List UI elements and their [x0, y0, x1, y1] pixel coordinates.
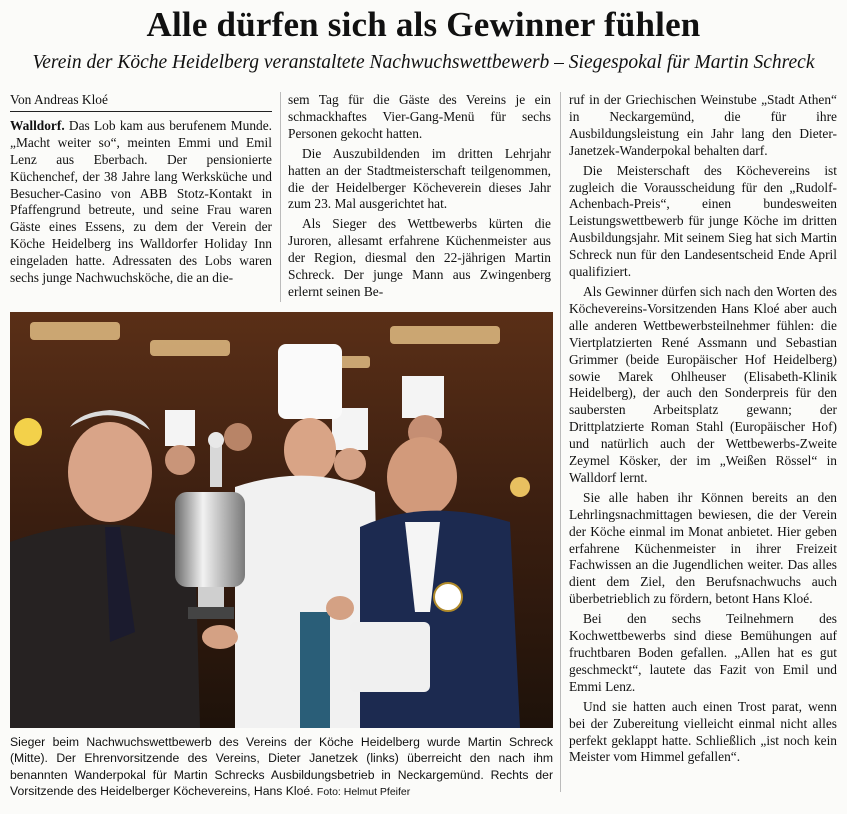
article-column-2 [288, 92, 551, 301]
column-rule [280, 92, 281, 302]
paragraph: Sie alle haben ihr Können bereits an den Lehrlingsnachmittagen bewiesen, die der Verein der Köche einmal im Monat anbietet. Hier geben erfahrene Küchenmeister in ihrer Freizeit Fachwissen an die Jugendlichen weiter. Das alles dient dem Ziel, den Berufsnachwuchs auch überbetrieblich zu fördern, betont Hans Kloé. [569, 489, 837, 607]
paragraph-text: Das Lob kam aus berufenem Munde. „Macht weiter so“, meinten Emmi und Emil Lenz aus Eberbach. Der pensionierte Küchenchef, der 38 Jahre lang Werksküche und Besucher-Casino von ABB Stotz-Kontakt in Pfaffengrund betreute, und seine Frau waren Gäste eines Essens, zu dem der Verein der Köche Heidelberg ins Walldorfer Holiday Inn eingeladen hatte. Adressaten des Lobs waren sechs junge Nachwuchsköche, die an die- [10, 117, 272, 286]
paragraph: Bei den sechs Teilnehmern des Kochwettbewerbs sind diese Bemühungen auf fruchtbaren Boden gefallen. „Allen hat es gut geschmeckt“, lautete das Fazit von Emil und Emmi Lenz. [569, 611, 837, 694]
paragraph [10, 118, 272, 287]
photo-credit: Foto: Helmut Pfeifer [316, 786, 411, 799]
paragraph: Die Meisterschaft des Köchevereins ist zugleich die Vorausscheidung für den „Rudolf-Achenbach-Preis“, einen bundesweiten Leistungswettbewerb für junge Köche im dritten Ausbildungsjahr. Mit seinem Sieg hat sich Martin Schreck nun für den Landesentscheid Ende April qualifiziert. [569, 162, 837, 280]
caption-text: Sieger beim Nachwuchswettbewerb des Vereins der Köche Heidelberg wurde Martin Schreck (Mitte). Der Ehrenvorsitzende des Vereins, Dieter Janetzek (links) überreicht den nach ihm benannten Wanderpokal für Martin Schrecks Ausbildungsbetrieb in Neckargemünd. Rechts der Vorsitzende des Heidelberger Köchevereins, Hans Kloé. [10, 735, 553, 799]
dateline-place: Walldorf. [10, 117, 65, 133]
article-subheadline: Verein der Köche Heidelberg veranstaltete Nachwuchswettbewerb – Siegespokal für Martin Schreck [32, 52, 815, 73]
paragraph: Und sie hatten auch einen Trost parat, wenn bei der Zubereitung vielleicht einmal nicht alles perfekt geklappt hatte. Schließlich „ist noch kein Meister vom Himmel gefallen“. [569, 698, 837, 765]
paragraph: sem Tag für die Gäste des Vereins je ein schmackhaftes Vier-Gang-Menü für sechs Personen gekocht hatten. [288, 92, 551, 141]
photo-illustration [10, 312, 553, 728]
paragraph: ruf in der Griechischen Weinstube „Stadt Athen“ in Neckargemünd, die für ihre Ausbildungsleistung ein Jahr lang den Dieter-Janetzek-Wanderpokal behalten darf. [569, 92, 837, 158]
paragraph: Als Gewinner dürfen sich nach den Worten des Köchevereins-Vorsitzenden Hans Kloé aber auch alle anderen Wettbewerbsteilnehmer fühlen: die Viertplatzierten René Assmann und Sebastian Grimmer (beide Europäischer Hof Heidelberg) sowie Marek Ohlheuser (Elisabeth-Klinik Heidelberg), der auch den Sonderpreis für den saubersten Arbeitsplatz gewann; der Drittplatzierte Roman Stahl (Europäischer Hof) und natürlich auch der Wettbewerbs-Zweite Zeymel Kösker, der im „Weißen Rössel“ in Walldorf lernt. [569, 283, 837, 485]
article-column-1 [10, 92, 272, 287]
article-headline: Alle dürfen sich als Gewinner fühlen [146, 5, 701, 44]
paragraph: Als Sieger des Wettbewerbs kürten die Juroren, allesamt erfahrene Küchenmeister aus der Region, diesmal den 22-jährigen Martin Schreck. Der junge Mann aus Zwingenberg erlernt seinen Be- [288, 216, 551, 299]
column-rule [560, 92, 561, 792]
author-byline: Von Andreas Kloé [10, 92, 272, 112]
article-photo [10, 312, 553, 728]
paragraph: Die Auszubildenden im dritten Lehrjahr hatten an der Stadtmeisterschaft teilgenommen, die der Heidelberger Köcheverein dieses Jahr zum 23. Mal ausgerichtet hat. [288, 145, 551, 212]
photo-caption [10, 734, 553, 801]
article-column-3 [569, 92, 837, 766]
